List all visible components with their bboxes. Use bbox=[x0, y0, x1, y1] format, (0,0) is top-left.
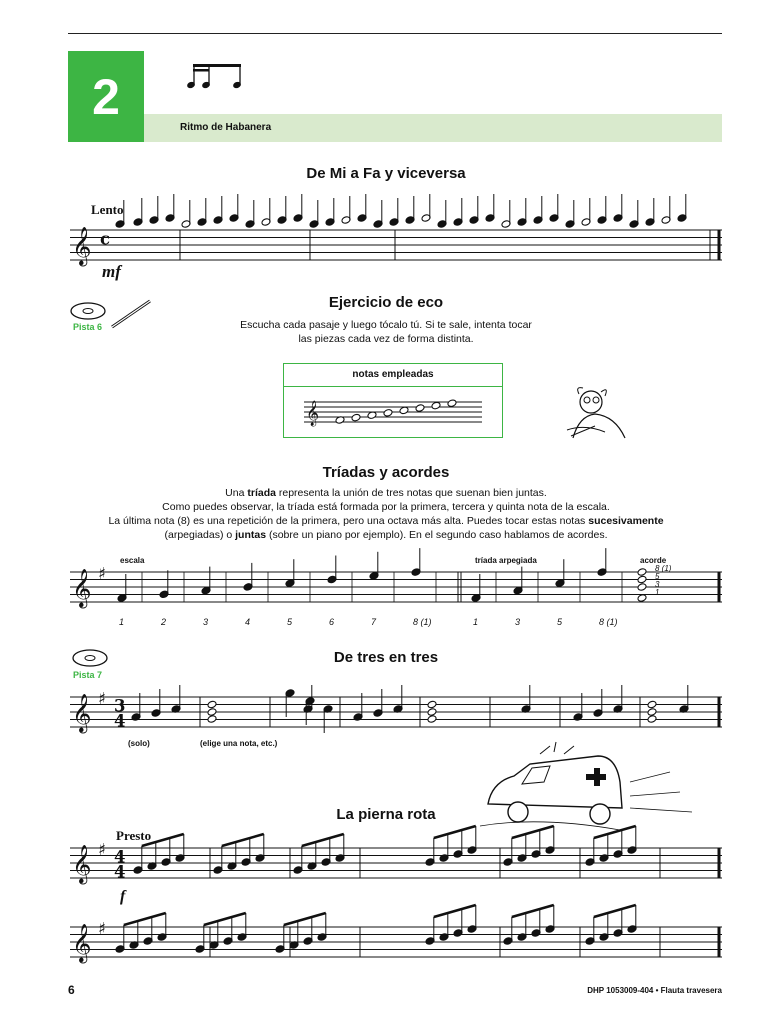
treble-clef: 𝄞 bbox=[72, 923, 92, 962]
key-signature-sharp: ♯ bbox=[98, 563, 106, 583]
note-head bbox=[207, 708, 217, 717]
time-signature: 3 bbox=[114, 696, 126, 716]
track-7-label: Pista 7 bbox=[73, 670, 103, 680]
degree-number: 6 bbox=[329, 617, 335, 627]
degree-number: 5 bbox=[287, 617, 293, 627]
triads-p1: Una tríada representa la unión de tres notas que suenan bien juntas. bbox=[225, 487, 547, 499]
piece3-title: La pierna rota bbox=[336, 806, 436, 823]
beam bbox=[512, 905, 554, 917]
treble-clef: 𝄞 bbox=[72, 844, 92, 883]
degree-number: 1 bbox=[119, 617, 125, 627]
time-signature: 4 bbox=[114, 847, 126, 867]
piece1-title: De Mi a Fa y viceversa bbox=[306, 165, 466, 182]
note-head bbox=[637, 594, 647, 603]
note-head bbox=[637, 575, 647, 584]
beam bbox=[284, 913, 326, 925]
piece1-dynamic: mf bbox=[102, 262, 121, 281]
track-6-label: Pista 6 bbox=[73, 322, 103, 332]
note-head bbox=[647, 715, 657, 724]
habanera-rhythm-icon bbox=[188, 62, 248, 94]
triads-p4: (arpegiadas) o juntas (sobre un piano por ejemplo). En el segundo caso hablamos de acordes. bbox=[164, 529, 608, 541]
publication-reference: DHP 1053009-404 • Flauta travesera bbox=[587, 986, 722, 995]
piece3-tempo: Presto bbox=[116, 828, 152, 843]
triads-p2: Como puedes observar, la tríada está formada por la primera, tercera y quinta nota de la escala. bbox=[162, 501, 610, 513]
page-number: 6 bbox=[68, 983, 75, 997]
echo-title: Ejercicio de eco bbox=[328, 294, 444, 311]
degree-number: 3 bbox=[515, 617, 521, 627]
key-signature-sharp: ♯ bbox=[98, 839, 106, 859]
echo-line1: Escucha cada pasaje y luego tócalo tú. Si te sale, intenta tocar bbox=[240, 319, 532, 331]
note-head bbox=[647, 708, 657, 717]
time-signature: 4 bbox=[114, 711, 126, 731]
degree-number: 7 bbox=[371, 617, 377, 627]
staff-piece3-line1 bbox=[70, 839, 722, 883]
chord-degree-number: 1 bbox=[655, 588, 660, 597]
treble-clef: 𝄞 bbox=[72, 226, 92, 265]
note-head bbox=[351, 413, 361, 422]
musician-cartoon-illustration bbox=[565, 380, 629, 440]
chord-degree-number: 8 (1) bbox=[655, 564, 672, 573]
beam bbox=[124, 913, 166, 925]
note-head bbox=[427, 708, 437, 717]
degree-number: 4 bbox=[245, 617, 251, 627]
treble-clef: 𝄞 bbox=[72, 693, 92, 732]
beam bbox=[434, 826, 476, 838]
top-rule bbox=[68, 33, 722, 34]
degree-number: 5 bbox=[557, 617, 563, 627]
beam bbox=[204, 913, 246, 925]
notes-used-title: notas empleadas bbox=[284, 364, 502, 387]
chord-degree-number: 3 bbox=[655, 580, 660, 589]
lesson-subtitle: Ritmo de Habanera bbox=[180, 122, 272, 133]
beam bbox=[594, 905, 636, 917]
degree-number: 1 bbox=[473, 617, 479, 627]
notes-used-box bbox=[283, 363, 503, 438]
staff-piece2 bbox=[70, 688, 722, 732]
note-solo: (solo) bbox=[128, 739, 150, 748]
beam bbox=[434, 905, 476, 917]
beam bbox=[302, 834, 344, 846]
staff-piece3-line2 bbox=[70, 918, 722, 962]
echo-line2: las piezas cada vez de forma distinta. bbox=[298, 333, 474, 345]
degree-number: 8 (1) bbox=[599, 617, 618, 627]
piece3-dynamic: f bbox=[120, 888, 126, 905]
note-head bbox=[637, 568, 647, 577]
note-head bbox=[427, 715, 437, 724]
staff-piece1 bbox=[70, 226, 722, 265]
time-signature: c bbox=[100, 229, 111, 249]
label-chord: acorde bbox=[640, 556, 667, 565]
triads-p3: La última nota (8) es una repetición de la primera, pero una octava más alta. Puedes tocar estas notas sucesivamente bbox=[108, 515, 664, 527]
note-head bbox=[207, 715, 217, 724]
lesson-number: 2 bbox=[68, 51, 144, 142]
staff-notes-used bbox=[304, 402, 484, 428]
key-signature-sharp: ♯ bbox=[98, 688, 106, 708]
degree-number: 3 bbox=[203, 617, 209, 627]
piece2-title: De tres en tres bbox=[333, 649, 439, 666]
note-head bbox=[383, 409, 393, 418]
note-head bbox=[415, 404, 425, 413]
triads-title: Tríadas y acordes bbox=[322, 464, 450, 481]
beam bbox=[222, 834, 264, 846]
degree-number: 8 (1) bbox=[413, 617, 432, 627]
piece1-tempo: Lento bbox=[91, 202, 124, 217]
note-head bbox=[207, 700, 217, 709]
note-head bbox=[447, 399, 457, 408]
note-head bbox=[637, 583, 647, 592]
note-head bbox=[431, 401, 441, 410]
key-signature-sharp: ♯ bbox=[98, 918, 106, 938]
treble-clef: 𝄞 bbox=[72, 568, 92, 607]
label-arpeggio: tríada arpegiada bbox=[475, 556, 537, 565]
degree-number: 2 bbox=[161, 617, 167, 627]
chord-degree-number: 5 bbox=[655, 572, 660, 581]
time-signature: 4 bbox=[114, 862, 126, 882]
note-head bbox=[647, 700, 657, 709]
note-head bbox=[427, 700, 437, 709]
note-choose: (elige una nota, etc.) bbox=[200, 739, 278, 748]
treble-clef: 𝄞 bbox=[306, 401, 320, 426]
label-scale: escala bbox=[120, 556, 145, 565]
